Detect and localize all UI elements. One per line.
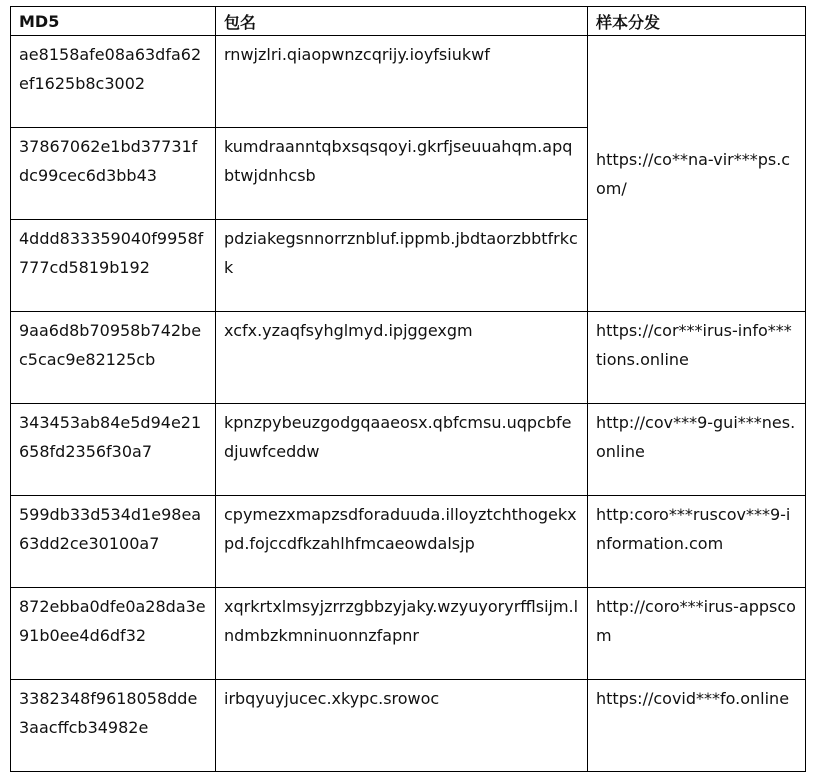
table-row (11, 496, 806, 588)
md5-cell: 872ebba0dfe0a28da3e91b0ee4d6df32 (11, 588, 216, 680)
table-row (11, 312, 806, 404)
md5-cell: ae8158afe08a63dfa62ef1625b8c3002 (11, 36, 216, 128)
md5-cell: 37867062e1bd37731fdc99cec6d3bb43 (11, 128, 216, 220)
package-cell: xqrkrtxlmsyjzrrzgbbzyjaky.wzyuyoryrfflsijm.lndmbzkmninuonnzfapnr (216, 588, 588, 680)
header-distribution: 样本分发 (588, 7, 806, 36)
distribution-cell-merged: https://co**na-vir***ps.com/ (588, 36, 806, 312)
package-cell: kumdraanntqbxsqsqoyi.gkrfjseuuahqm.apqbtwjdnhcsb (216, 128, 588, 220)
table-header-row (11, 7, 806, 36)
distribution-cell: http:coro***ruscov***9-information.com (588, 496, 806, 588)
distribution-cell: https://covid***fo.online (588, 680, 806, 772)
package-cell: irbqyuyjucec.xkypc.srowoc (216, 680, 588, 772)
package-cell: rnwjzlri.qiaopwnzcqrijy.ioyfsiukwf (216, 36, 588, 128)
md5-cell: 343453ab84e5d94e21658fd2356f30a7 (11, 404, 216, 496)
header-package: 包名 (216, 7, 588, 36)
distribution-cell: http://cov***9-gui***nes.online (588, 404, 806, 496)
header-md5: MD5 (11, 7, 216, 36)
distribution-cell: https://cor***irus-info***tions.online (588, 312, 806, 404)
table-row (11, 404, 806, 496)
md5-cell: 3382348f9618058dde3aacffcb34982e (11, 680, 216, 772)
package-cell: pdziakegsnnorrznbluf.ippmb.jbdtaorzbbtfrkck (216, 220, 588, 312)
sample-table (10, 6, 806, 772)
table-row (11, 680, 806, 772)
table-row (11, 588, 806, 680)
md5-cell: 4ddd833359040f9958f777cd5819b192 (11, 220, 216, 312)
package-cell: cpymezxmapzsdforaduuda.illoyztchthogekxpd.fojccdfkzahlhfmcaeowdalsjp (216, 496, 588, 588)
distribution-cell: http://coro***irus-appscom (588, 588, 806, 680)
package-cell: kpnzpybeuzgodgqaaeosx.qbfcmsu.uqpcbfedjuwfceddw (216, 404, 588, 496)
package-cell: xcfx.yzaqfsyhglmyd.ipjggexgm (216, 312, 588, 404)
md5-cell: 9aa6d8b70958b742bec5cac9e82125cb (11, 312, 216, 404)
table-row (11, 36, 806, 128)
md5-cell: 599db33d534d1e98ea63dd2ce30100a7 (11, 496, 216, 588)
